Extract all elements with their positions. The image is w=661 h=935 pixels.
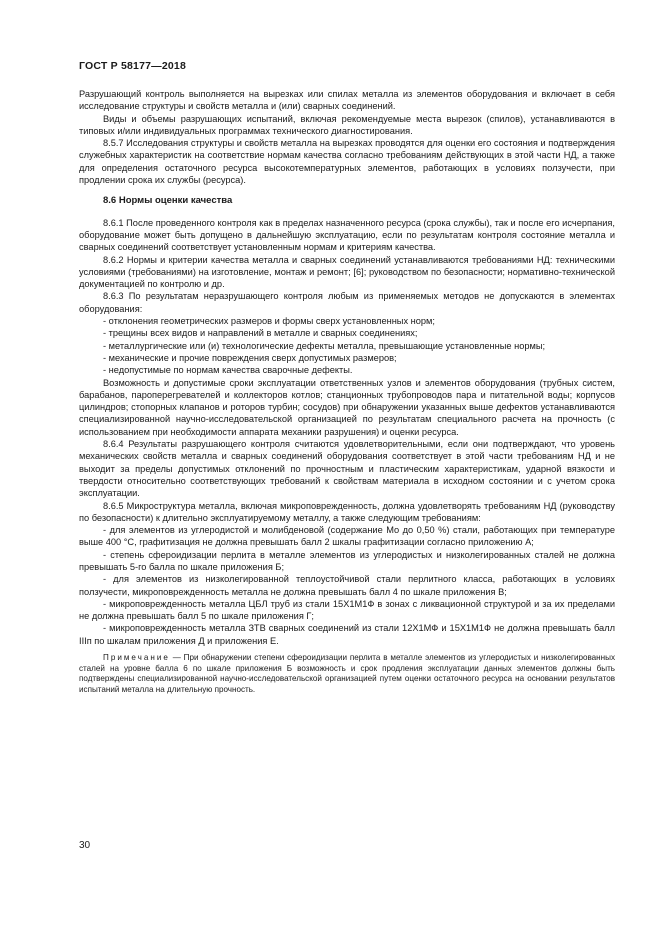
list-item: - микроповрежденность металла ЦБЛ труб из стали 15Х1М1Ф в зонах с ликвационной структурой и за их пределами не должна превышать балл 5 по шкале приложения Г; — [79, 598, 615, 622]
note — [79, 653, 615, 695]
paragraph: Разрушающий контроль выполняется на вырезках или спилах металла из элементов оборудования и включает в себя исследование структуры и свойств металла и (или) сварных соединений. — [79, 89, 615, 112]
paragraph: Виды и объемы разрушающих испытаний, включая рекомендуемые места вырезок (спилов), устанавливаются в типовых и/или индивидуальных программах технического диагностирования. — [79, 113, 615, 136]
page-number: 30 — [79, 840, 91, 851]
list-item: - недопустимые по нормам качества сварочные дефекты. — [103, 365, 353, 376]
list-item: - для элементов из углеродистой и молибденовой (содержание Mo до 0,50 %) стали, работающих при температуре выше 400 °С, графитизация не должна превышать балл 2 шкалы графитизации согласно приложению А; — [79, 525, 615, 548]
paragraph-8-6-5: 8.6.5 Микроструктура металла, включая микроповрежденность, должна удовлетворять требованиям НД (руководству по безопасности) к длительно эксплуатируемому металлу, а также следующим требованиям: — [79, 500, 615, 523]
paragraph: Возможность и допустимые сроки эксплуатации ответственных узлов и элементов оборудования (трубных систем, барабанов, пароперегревателей и коллекторов котлов; станционных трубопроводов пара и питательной воды; корпусов цилиндров; стопорных клапанов и роторов турбин; сосудов) при обнаружении указанных выше дефектов устанавливаются специализированной научно-исследовательской организацией по результатам специального расчета на прочность (с использованием при необходимости аппарата механики разрушения) и оценки ресурса. — [79, 377, 615, 437]
document-body — [79, 88, 615, 695]
paragraph-8-6-2: 8.6.2 Нормы и критерии качества металла и сварных соединений устанавливаются требованиями НД: техническими условиями (требованиями) на изготовление, монтаж и ремонт; [6]; руководством по безопасности; нормативно-технической документацией по контролю и др. — [79, 254, 615, 290]
paragraph-8-6-3: 8.6.3 По результатам неразрушающего контроля любым из применяемых методов не допускаются в элементах оборудования: — [79, 291, 615, 314]
document-header: ГОСТ Р 58177—2018 — [79, 60, 187, 72]
list-item: - отклонения геометрических размеров и формы сверх установленных норм; — [103, 316, 435, 327]
note-label: Примечание — [103, 653, 170, 663]
list-item: - степень сфероидизации перлита в металле элементов из углеродистых и низколегированных сталей не должна превышать 5-го балла по шкале приложения Б; — [79, 549, 615, 572]
list-item: - механические и прочие повреждения сверх допустимых размеров; — [103, 352, 397, 363]
section-title: 8.6 Нормы оценки качества — [103, 195, 233, 207]
list-item: - для элементов из низколегированной теплоустойчивой стали перлитного класса, работающих в условиях ползучести, микроповрежденность металла не должна превышать балл 4 по шкале приложения В; — [79, 574, 615, 597]
paragraph-8-6-4: 8.6.4 Результаты разрушающего контроля считаются удовлетворительными, если они подтверждают, что уровень механических свойств металла и сварных соединений оборудования соответствует в этой части требованиям НД и не выходит за пределы допустимых отклонений по прочностным и пластическим характеристикам, ударной вязкости и твердости относительно соответствующих требований к свойствам материала в исходном состоянии и с учетом срока эксплуатации. — [79, 439, 615, 499]
paragraph-8-6-1: 8.6.1 После проведенного контроля как в пределах назначенного ресурса (срока службы), так и после его исчерпания, оборудование может быть допущено в дальнейшую эксплуатацию, если по результатам контроля состояние металла и сварных соединений соответствует установленным нормам и критериям качества. — [79, 217, 615, 253]
paragraph: 8.5.7 Исследования структуры и свойств металла на вырезках проводятся для оценки его состояния и подтверждения служебных характеристик на соответствие нормам качества согласно требованиям действующих в этой части НД, а также для определения остаточного ресурса высокотемпературных элементов, работающих в условиях ползучести, при продлении срока их службы (ресурса). — [79, 138, 615, 186]
list-item: - микроповрежденность металла ЗТВ сварных соединений из стали 12Х1МФ и 15Х1М1Ф не должна превышать балл IIIп по шкалам приложения Д и приложения Е. — [79, 623, 615, 646]
note-text: — При обнаружении степени сфероидизации перлита в металле элементов из углеродистых и низколегированных сталей на уровне балла 6 по шкале приложения Б возможность и срок продления эксплуатации данных элементов должны быть подтверждены специализированной научно-исследовательской организацией путем оценки остаточного ресурса на основании результатов испытаний металла на длительную прочность. — [79, 653, 615, 694]
list-item: - трещины всех видов и направлений в металле и сварных соединениях; — [103, 328, 418, 339]
list-item: - металлургические или (и) технологические дефекты металла, превышающие установленные нормы; — [103, 340, 546, 351]
